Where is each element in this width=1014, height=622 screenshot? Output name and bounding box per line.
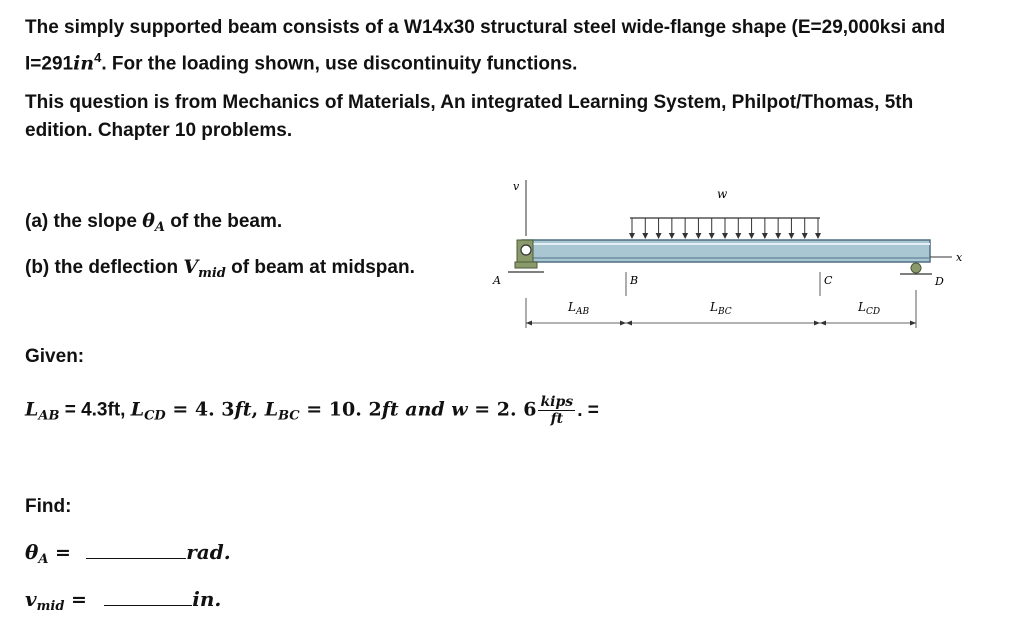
- inertia-label: I=291: [25, 53, 74, 75]
- load-arrow-head: [656, 233, 662, 239]
- load-arrow-head: [682, 233, 688, 239]
- dim-arrow-d: [910, 321, 916, 326]
- find-theta-row: [25, 537, 231, 575]
- lab-symbol: L: [25, 398, 39, 421]
- dim-arrow-b: [620, 321, 632, 326]
- x-axis-label: x: [956, 251, 963, 264]
- dim-cd-label: $L_{CD}$: [858, 300, 881, 317]
- pin-base: [515, 262, 537, 268]
- question-a-prefix: (a) the slope: [25, 211, 143, 232]
- v-axis-label: v: [513, 180, 520, 193]
- theta-subscript: A: [154, 220, 165, 235]
- lcd-unit: ft: [234, 398, 252, 421]
- and-text: and: [398, 398, 452, 421]
- find-v-row: [25, 584, 221, 622]
- pin-icon: [521, 245, 531, 255]
- load-arrow-head: [762, 233, 768, 239]
- lab-value: = 4.3ft,: [59, 399, 131, 421]
- theta-symbol: θ: [142, 210, 155, 232]
- lcd-subscript: CD: [144, 408, 166, 424]
- find-theta-subscript: A: [38, 552, 49, 567]
- load-arrow-head: [695, 233, 701, 239]
- find-theta-symbol: θ: [25, 540, 39, 564]
- w-fraction: [538, 394, 575, 427]
- find-heading-text: Find:: [25, 496, 72, 517]
- load-arrow-head: [815, 233, 821, 239]
- question-a: [25, 207, 282, 242]
- load-arrow-head: [669, 233, 675, 239]
- theta-answer-blank[interactable]: [86, 540, 186, 559]
- problem-line-1: [25, 14, 945, 42]
- find-v-subscript: mid: [36, 599, 65, 614]
- dim-bc-label: $L_{BC}$: [710, 300, 732, 317]
- given-heading: [25, 343, 84, 371]
- load-arrow-head: [802, 233, 808, 239]
- problem-line-2: [25, 44, 577, 78]
- load-arrow-head: [749, 233, 755, 239]
- v-subscript: mid: [198, 266, 226, 281]
- inertia-unit: in: [73, 52, 95, 75]
- w-denominator: ft: [550, 411, 564, 427]
- question-a-suffix: of the beam.: [164, 211, 283, 232]
- lbc-subscript: BC: [278, 408, 300, 424]
- v-symbol: V: [183, 256, 199, 278]
- v-answer-blank[interactable]: [104, 587, 192, 606]
- source-line-1: [25, 89, 913, 117]
- question-b-suffix: of beam at midspan.: [225, 257, 415, 278]
- point-b-label: B: [630, 274, 639, 287]
- roller-icon: [911, 263, 921, 273]
- given-values: [25, 394, 599, 432]
- inertia-exponent: 4: [94, 50, 102, 65]
- find-theta-equals: =: [48, 542, 71, 564]
- load-arrow-head: [735, 233, 741, 239]
- w-numerator: kips: [540, 394, 574, 410]
- point-d-label: D: [935, 275, 944, 288]
- load-arrow-head: [629, 233, 635, 239]
- w-value: = 2. 6: [467, 398, 537, 421]
- source-text-2: edition. Chapter 10 problems.: [25, 120, 293, 141]
- problem-text-1: The simply supported beam consists of a W14x30 structural steel wide-flange shape (E=29,000ksi and: [25, 17, 946, 38]
- load-w-label: w: [717, 187, 728, 201]
- lcd-symbol: L: [130, 398, 145, 421]
- load-arrow-head: [642, 233, 648, 239]
- point-c-label: C: [824, 274, 833, 287]
- question-b-prefix: (b) the deflection: [25, 257, 184, 278]
- source-line-2: [25, 117, 292, 145]
- beam-diagram: [480, 178, 970, 338]
- dim-ab-label: $L_{AB}$: [568, 300, 590, 317]
- v-unit: in.: [192, 587, 222, 611]
- lbc-value: = 10. 2: [299, 398, 382, 421]
- point-a-label: A: [493, 274, 501, 287]
- lcd-value: = 4. 3: [165, 398, 235, 421]
- lbc-symbol: L: [264, 398, 279, 421]
- load-arrow-head: [775, 233, 781, 239]
- load-arrow-head: [722, 233, 728, 239]
- find-v-symbol: v: [25, 587, 37, 611]
- theta-unit: rad.: [186, 540, 231, 564]
- lab-subscript: AB: [38, 408, 60, 424]
- comma: ,: [251, 398, 265, 421]
- w-symbol: w: [451, 398, 468, 421]
- find-heading: [25, 493, 71, 521]
- lbc-unit: ft: [381, 398, 399, 421]
- dim-arrow-a: [526, 321, 532, 326]
- w-tail: . =: [577, 399, 599, 421]
- question-b: [25, 253, 415, 288]
- load-arrow-head: [788, 233, 794, 239]
- dim-arrow-c: [814, 321, 826, 326]
- source-text-1: This question is from Mechanics of Materials, An integrated Learning System, Philpot/Thomas, 5th: [25, 92, 914, 113]
- find-v-equals: =: [64, 589, 87, 611]
- distributed-load-arrows: [629, 218, 821, 239]
- load-arrow-head: [709, 233, 715, 239]
- problem-text-2: . For the loading shown, use discontinuity functions.: [101, 53, 578, 75]
- given-heading-text: Given:: [25, 346, 85, 367]
